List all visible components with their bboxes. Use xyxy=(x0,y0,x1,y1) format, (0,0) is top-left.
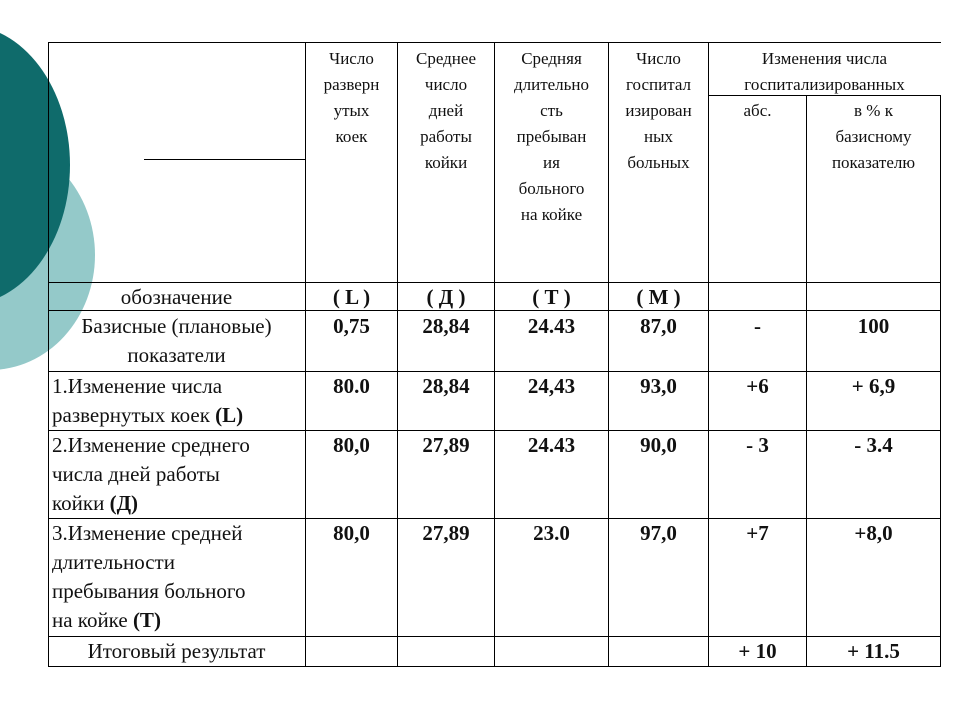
cell-change-days-days: 27,89 xyxy=(422,433,470,457)
header-change: Изменения числа госпитализированных xyxy=(744,49,905,94)
cell-baseline-duration: 24.43 xyxy=(527,314,576,338)
row-label-change-beds: 1.Изменение числа развернутых коек (L) xyxy=(52,374,244,427)
cell-change-duration-days: 27,89 xyxy=(422,521,470,545)
data-table xyxy=(48,42,941,667)
cell-designation-patients: ( М ) xyxy=(636,285,681,309)
header-beds: Число разверн утых коек xyxy=(323,49,380,146)
col-line xyxy=(708,42,709,667)
header-duration: Средняя длительно сть пребыван ия больного на койке xyxy=(513,49,590,224)
cell-baseline-abs: - xyxy=(754,314,761,338)
cell-change-beds-beds: 80.0 xyxy=(333,374,370,398)
cell-change-duration-pct: +8,0 xyxy=(854,521,893,545)
cell-baseline-days: 28,84 xyxy=(422,314,470,338)
cell-change-beds-abs: +6 xyxy=(746,374,769,398)
row-label-change-days: 2.Изменение среднего числа дней работы койки (Д) xyxy=(52,433,250,515)
cell-baseline-pct: 100 xyxy=(857,314,890,338)
label-symbol: (Д) xyxy=(109,491,139,515)
cell-change-duration-patients: 97,0 xyxy=(640,521,677,545)
table-border-right xyxy=(940,95,941,667)
cell-change-days-beds: 80,0 xyxy=(333,433,370,457)
header-patients: Число госпитал изирован ных больных xyxy=(625,49,692,172)
label-symbol: (L) xyxy=(215,403,244,427)
header-inner-line xyxy=(144,159,305,160)
cell-change-beds-pct: + 6,9 xyxy=(851,374,896,398)
cell-change-duration-beds: 80,0 xyxy=(333,521,370,545)
row-label-change-duration: 3.Изменение средней длительности пребывания больного на койке (Т) xyxy=(52,521,246,632)
cell-baseline-patients: 87,0 xyxy=(640,314,677,338)
cell-change-beds-patients: 93,0 xyxy=(640,374,677,398)
header-days: Среднее число дней работы койки xyxy=(416,49,476,172)
cell-change-beds-duration: 24,43 xyxy=(527,374,576,398)
cell-change-duration-duration: 23.0 xyxy=(533,521,570,545)
cell-designation-duration: ( Т ) xyxy=(532,285,571,309)
label-symbol: (Т) xyxy=(132,608,161,632)
cell-baseline-beds: 0,75 xyxy=(333,314,370,338)
row-label-total: Итоговый результат xyxy=(87,639,266,663)
row-label-designation: обозначение xyxy=(120,285,233,309)
cell-change-days-patients: 90,0 xyxy=(640,433,677,457)
row-label-baseline: Базисные (плановые) показатели xyxy=(81,314,272,367)
cell-change-days-abs: - 3 xyxy=(746,433,769,457)
cell-designation-beds: ( L ) xyxy=(332,285,371,309)
cell-change-duration-abs: +7 xyxy=(746,521,769,545)
header-abs: абс. xyxy=(743,101,772,120)
cell-designation-days: ( Д ) xyxy=(426,285,466,309)
cell-total-abs: + 10 xyxy=(738,639,777,663)
cell-change-days-pct: - 3.4 xyxy=(854,433,893,457)
header-pct: в % к базисному показателю xyxy=(831,101,916,172)
cell-change-beds-days: 28,84 xyxy=(422,374,470,398)
cell-total-pct: + 11.5 xyxy=(847,639,900,663)
cell-change-days-duration: 24.43 xyxy=(527,433,576,457)
